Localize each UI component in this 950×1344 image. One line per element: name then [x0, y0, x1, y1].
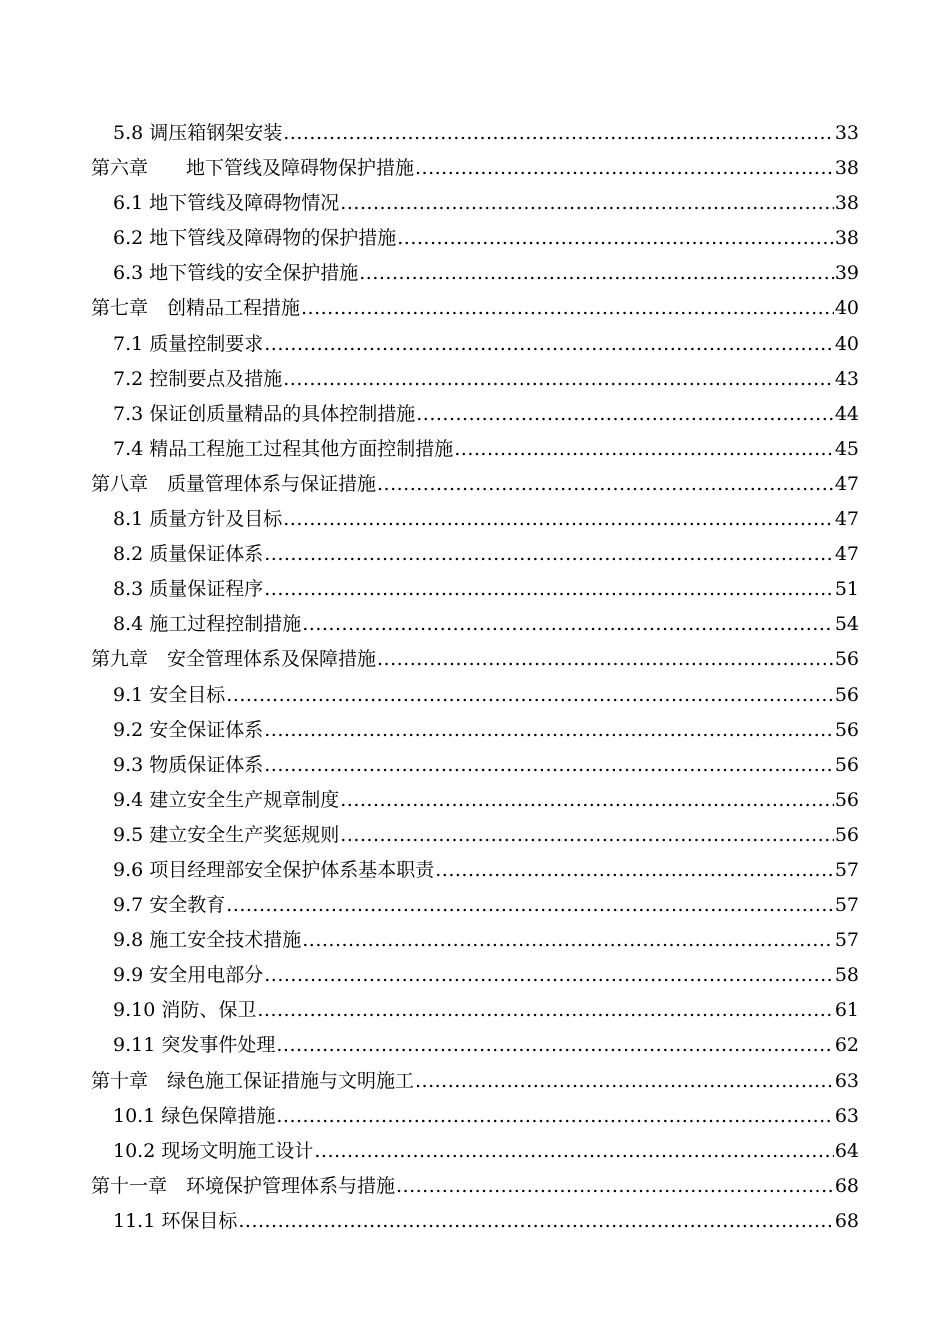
toc-dot-leader: [264, 713, 834, 748]
toc-entry-title: 9.11 突发事件处理: [113, 1034, 276, 1057]
toc-dot-leader: [377, 467, 834, 502]
toc-section-entry[interactable]: [0, 993, 950, 1028]
toc-section-entry[interactable]: [0, 713, 950, 748]
toc-entry-title: 5.8 调压箱钢架安装: [113, 122, 283, 144]
toc-chapter-entry[interactable]: [0, 1169, 950, 1204]
toc-entry-title: 8.3 质量保证程序: [113, 578, 264, 601]
toc-page-number: 56: [834, 683, 859, 706]
toc-page-number: 62: [834, 1034, 859, 1057]
toc-entry-title: 9.7 安全教育: [113, 894, 226, 917]
toc-section-entry[interactable]: [0, 678, 950, 713]
toc-entry-title: 第十章 绿色施工保证措施与文明施工: [91, 1069, 415, 1092]
toc-dot-leader: [340, 186, 834, 221]
toc-entry-title: 7.1 质量控制要求: [113, 332, 264, 355]
toc-dot-leader: [264, 958, 834, 993]
toc-dot-leader: [264, 327, 834, 362]
toc-section-entry[interactable]: [0, 958, 950, 993]
toc-page-number: 40: [834, 332, 859, 355]
toc-section-entry[interactable]: [0, 256, 950, 291]
toc-dot-leader: [301, 291, 834, 326]
toc-section-entry[interactable]: [0, 923, 950, 958]
toc-section-entry[interactable]: [0, 186, 950, 221]
toc-section-entry[interactable]: [0, 432, 950, 467]
toc-dot-leader: [435, 853, 834, 888]
toc-section-entry[interactable]: [0, 818, 950, 853]
toc-dot-leader: [359, 256, 834, 291]
toc-entry-title: 10.1 绿色保障措施: [113, 1104, 276, 1127]
toc-entry-title: 8.2 质量保证体系: [113, 543, 264, 566]
toc-entry-title: 第九章 安全管理体系及保障措施: [91, 648, 377, 671]
toc-dot-leader: [397, 221, 834, 256]
toc-dot-leader: [396, 1169, 834, 1204]
toc-dot-leader: [415, 1064, 834, 1099]
toc-entry-title: 9.6 项目经理部安全保护体系基本职责: [113, 858, 435, 881]
toc-page-number: 33: [834, 122, 859, 144]
toc-page-number: 38: [834, 192, 859, 215]
toc-section-entry[interactable]: [0, 362, 950, 397]
toc-page-number: 40: [834, 297, 859, 320]
toc-entry-title: 9.2 安全保证体系: [113, 718, 264, 741]
toc-dot-leader: [283, 362, 834, 397]
toc-dot-leader: [302, 607, 834, 642]
toc-section-entry[interactable]: [0, 116, 950, 151]
toc-chapter-entry[interactable]: [0, 642, 950, 677]
toc-entry-title: 6.1 地下管线及障碍物情况: [113, 192, 340, 215]
toc-page-number: 51: [834, 578, 859, 601]
toc-section-entry[interactable]: [0, 1204, 950, 1239]
toc-dot-leader: [377, 642, 834, 677]
toc-entry-title: 第六章 地下管线及障碍物保护措施: [91, 157, 415, 180]
table-of-contents: [0, 116, 950, 1239]
toc-dot-leader: [302, 923, 834, 958]
toc-section-entry[interactable]: [0, 397, 950, 432]
toc-page-number: 56: [834, 648, 859, 671]
toc-dot-leader: [283, 502, 834, 537]
toc-dot-leader: [283, 116, 834, 151]
toc-page-number: 56: [834, 718, 859, 741]
toc-chapter-entry[interactable]: [0, 467, 950, 502]
toc-entry-title: 9.8 施工安全技术措施: [113, 929, 302, 952]
toc-page-number: 57: [834, 894, 859, 917]
toc-dot-leader: [314, 1134, 833, 1169]
toc-entry-title: 9.9 安全用电部分: [113, 964, 264, 987]
toc-page-number: 64: [834, 1139, 859, 1162]
toc-page-number: 47: [834, 508, 859, 531]
toc-dot-leader: [340, 818, 834, 853]
toc-entry-title: 6.2 地下管线及障碍物的保护措施: [113, 227, 397, 250]
toc-entry-title: 7.3 保证创质量精品的具体控制措施: [113, 402, 416, 425]
toc-page-number: 63: [834, 1069, 859, 1092]
toc-entry-title: 7.2 控制要点及措施: [113, 367, 283, 390]
toc-dot-leader: [238, 1204, 833, 1239]
toc-page-number: 45: [834, 437, 859, 460]
toc-page-number: 38: [834, 157, 859, 180]
toc-page-number: 56: [834, 788, 859, 811]
toc-entry-title: 7.4 精品工程施工过程其他方面控制措施: [113, 437, 454, 460]
toc-section-entry[interactable]: [0, 748, 950, 783]
toc-page-number: 47: [834, 543, 859, 566]
toc-entry-title: 8.4 施工过程控制措施: [113, 613, 302, 636]
toc-entry-title: 9.5 建立安全生产奖惩规则: [113, 823, 340, 846]
toc-dot-leader: [264, 748, 834, 783]
toc-section-entry[interactable]: [0, 537, 950, 572]
toc-page-number: 57: [834, 858, 859, 881]
toc-page-number: 57: [834, 929, 859, 952]
toc-dot-leader: [416, 397, 834, 432]
toc-page-number: 56: [834, 753, 859, 776]
toc-section-entry[interactable]: [0, 853, 950, 888]
toc-entry-title: 8.1 质量方针及目标: [113, 508, 283, 531]
toc-section-entry[interactable]: [0, 327, 950, 362]
toc-entry-title: 9.3 物质保证体系: [113, 753, 264, 776]
toc-entry-title: 6.3 地下管线的安全保护措施: [113, 262, 359, 285]
toc-page-number: 44: [834, 402, 859, 425]
toc-page-number: 38: [834, 227, 859, 250]
toc-chapter-entry[interactable]: [0, 291, 950, 326]
toc-page-number: 61: [834, 999, 859, 1022]
toc-dot-leader: [454, 432, 834, 467]
toc-section-entry[interactable]: [0, 1099, 950, 1134]
toc-chapter-entry[interactable]: [0, 151, 950, 186]
toc-entry-title: 9.4 建立安全生产规章制度: [113, 788, 340, 811]
toc-entry-title: 9.1 安全目标: [113, 683, 226, 706]
toc-entry-title: 第八章 质量管理体系与保证措施: [91, 472, 377, 495]
toc-page-number: 56: [834, 823, 859, 846]
toc-dot-leader: [264, 537, 834, 572]
toc-chapter-entry[interactable]: [0, 1064, 950, 1099]
toc-page-number: 63: [834, 1104, 859, 1127]
toc-entry-title: 9.10 消防、保卫: [113, 999, 257, 1022]
toc-dot-leader: [415, 151, 834, 186]
toc-dot-leader: [264, 572, 834, 607]
toc-page-number: 54: [834, 613, 859, 636]
toc-dot-leader: [276, 1028, 833, 1063]
toc-page-number: 47: [834, 472, 859, 495]
toc-page-number: 39: [834, 262, 859, 285]
toc-section-entry[interactable]: [0, 502, 950, 537]
toc-dot-leader: [226, 888, 834, 923]
toc-section-entry[interactable]: [0, 607, 950, 642]
toc-entry-title: 11.1 环保目标: [113, 1209, 238, 1232]
toc-entry-title: 第十一章 环境保护管理体系与措施: [91, 1174, 396, 1197]
toc-entry-title: 10.2 现场文明施工设计: [113, 1139, 314, 1162]
toc-section-entry[interactable]: [0, 783, 950, 818]
toc-section-entry[interactable]: [0, 888, 950, 923]
toc-section-entry[interactable]: [0, 221, 950, 256]
toc-section-entry[interactable]: [0, 572, 950, 607]
toc-page-number: 68: [834, 1174, 859, 1197]
toc-page-number: 68: [834, 1209, 859, 1232]
toc-dot-leader: [257, 993, 833, 1028]
toc-section-entry[interactable]: [0, 1028, 950, 1063]
toc-dot-leader: [226, 678, 834, 713]
toc-page-number: 58: [834, 964, 859, 987]
toc-dot-leader: [340, 783, 834, 818]
toc-section-entry[interactable]: [0, 1134, 950, 1169]
toc-page-number: 43: [834, 367, 859, 390]
toc-dot-leader: [276, 1099, 833, 1134]
toc-entry-title: 第七章 创精品工程措施: [91, 297, 301, 320]
